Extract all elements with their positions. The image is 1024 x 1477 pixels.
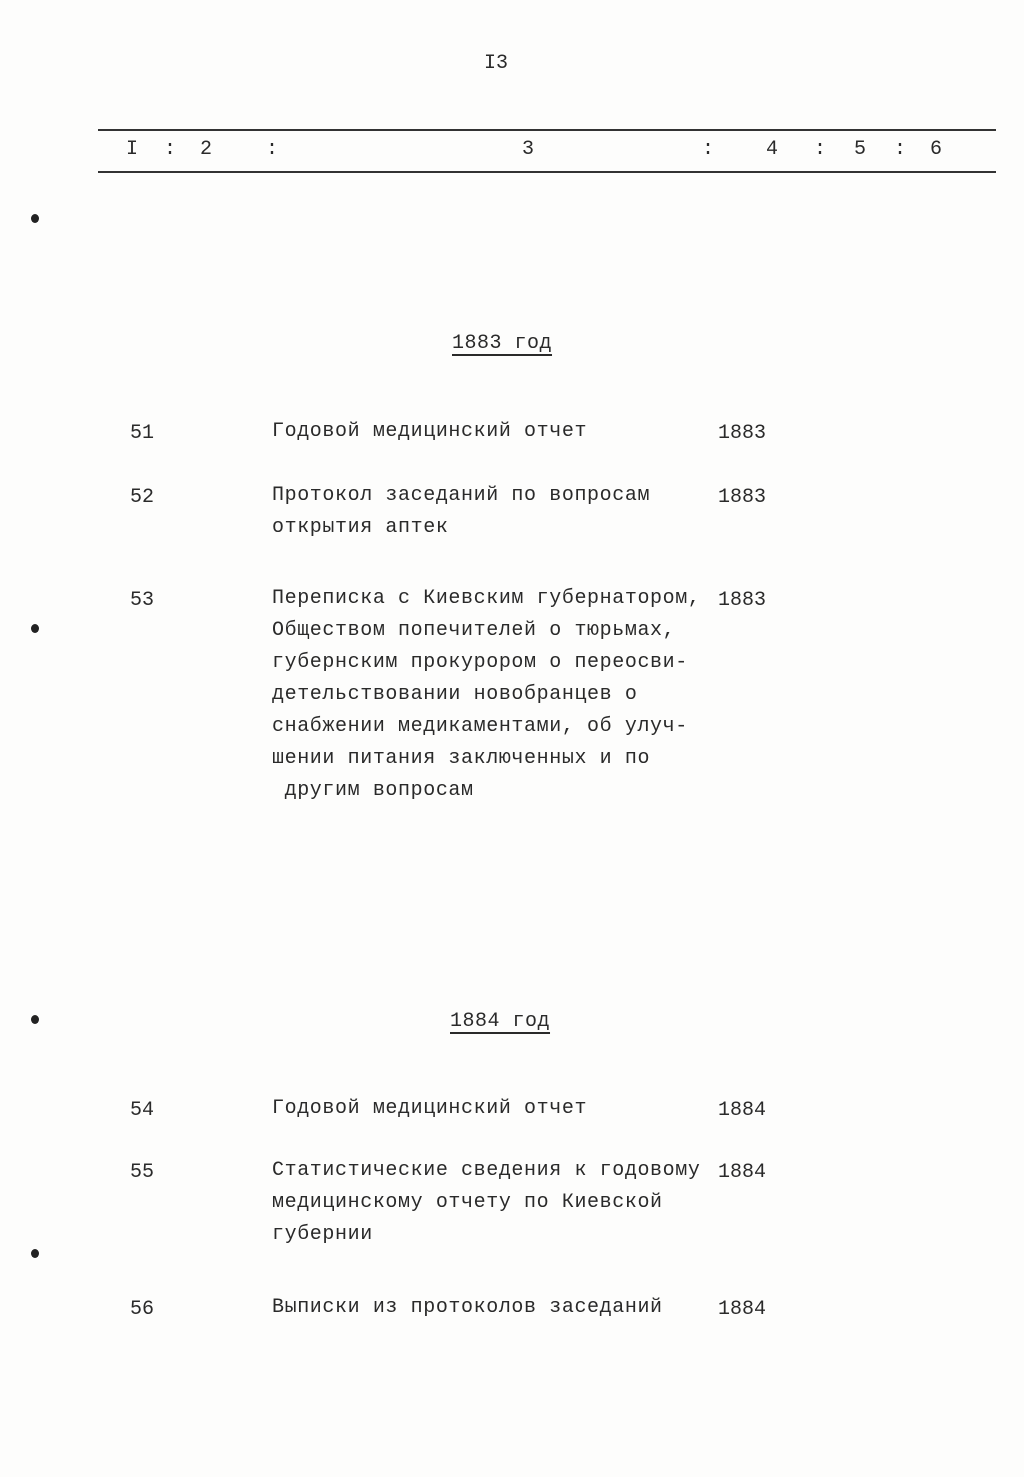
entry-number: 54 [130,1099,155,1122]
entry-year: 1884 [718,1161,767,1184]
entry-title-line: медицинскому отчету по Киевской [272,1191,663,1214]
entry-number: 52 [130,486,155,509]
header-top-rule [98,129,996,131]
entry-title-line: шении питания заключенных и по [272,747,651,770]
punch-hole [31,1249,39,1258]
entry-number: 56 [130,1298,155,1321]
entry-year: 1883 [718,589,767,612]
entry-title-line: Протокол заседаний по вопросам [272,484,651,507]
punch-hole [31,214,39,223]
entry-title-line: Годовой медицинский отчет [272,1097,588,1120]
entry-title [272,1155,700,1251]
header-bottom-rule [98,171,996,173]
entry-title [272,1292,663,1324]
separator: : [702,138,715,161]
entry-title-line: губернским прокурором о переосви- [272,651,688,674]
entry-title-line: детельствовании новобранцев о [272,683,638,706]
entry-title [272,1093,587,1125]
separator: : [814,138,827,161]
entry-number: 51 [130,422,155,445]
separator: : [164,138,177,161]
column-1: I [126,138,139,161]
entry-title-line: Годовой медицинский отчет [272,420,588,443]
entry-title-line: Выписки из протоколов заседаний [272,1296,663,1319]
separator: : [894,138,907,161]
column-3: 3 [522,138,535,161]
section-heading: 1883 год [452,332,553,355]
entry-title [272,416,587,448]
entry-year: 1883 [718,422,767,445]
column-4: 4 [766,138,779,161]
entry-title-line: Статистические сведения к годовому [272,1159,701,1182]
column-6: 6 [930,138,943,161]
punch-hole [31,624,39,633]
entry-title [272,480,650,544]
page-number: I3 [484,52,509,75]
column-2: 2 [200,138,213,161]
section-heading: 1884 год [450,1010,551,1033]
entry-number: 53 [130,589,155,612]
entry-year: 1884 [718,1298,767,1321]
entry-title-line: Обществом попечителей о тюрьмах, [272,619,676,642]
entry-number: 55 [130,1161,155,1184]
column-5: 5 [854,138,867,161]
separator: : [266,138,279,161]
punch-hole [31,1015,39,1024]
entry-title-line: Переписка с Киевским губернатором, [272,587,701,610]
entry-title-line: снабжении медикаментами, об улуч- [272,715,688,738]
entry-title-line: открытия аптек [272,516,449,539]
entry-year: 1883 [718,486,767,509]
entry-title [272,583,700,807]
entry-title-line: другим вопросам [272,779,474,802]
entry-title-line: губернии [272,1223,373,1246]
entry-year: 1884 [718,1099,767,1122]
